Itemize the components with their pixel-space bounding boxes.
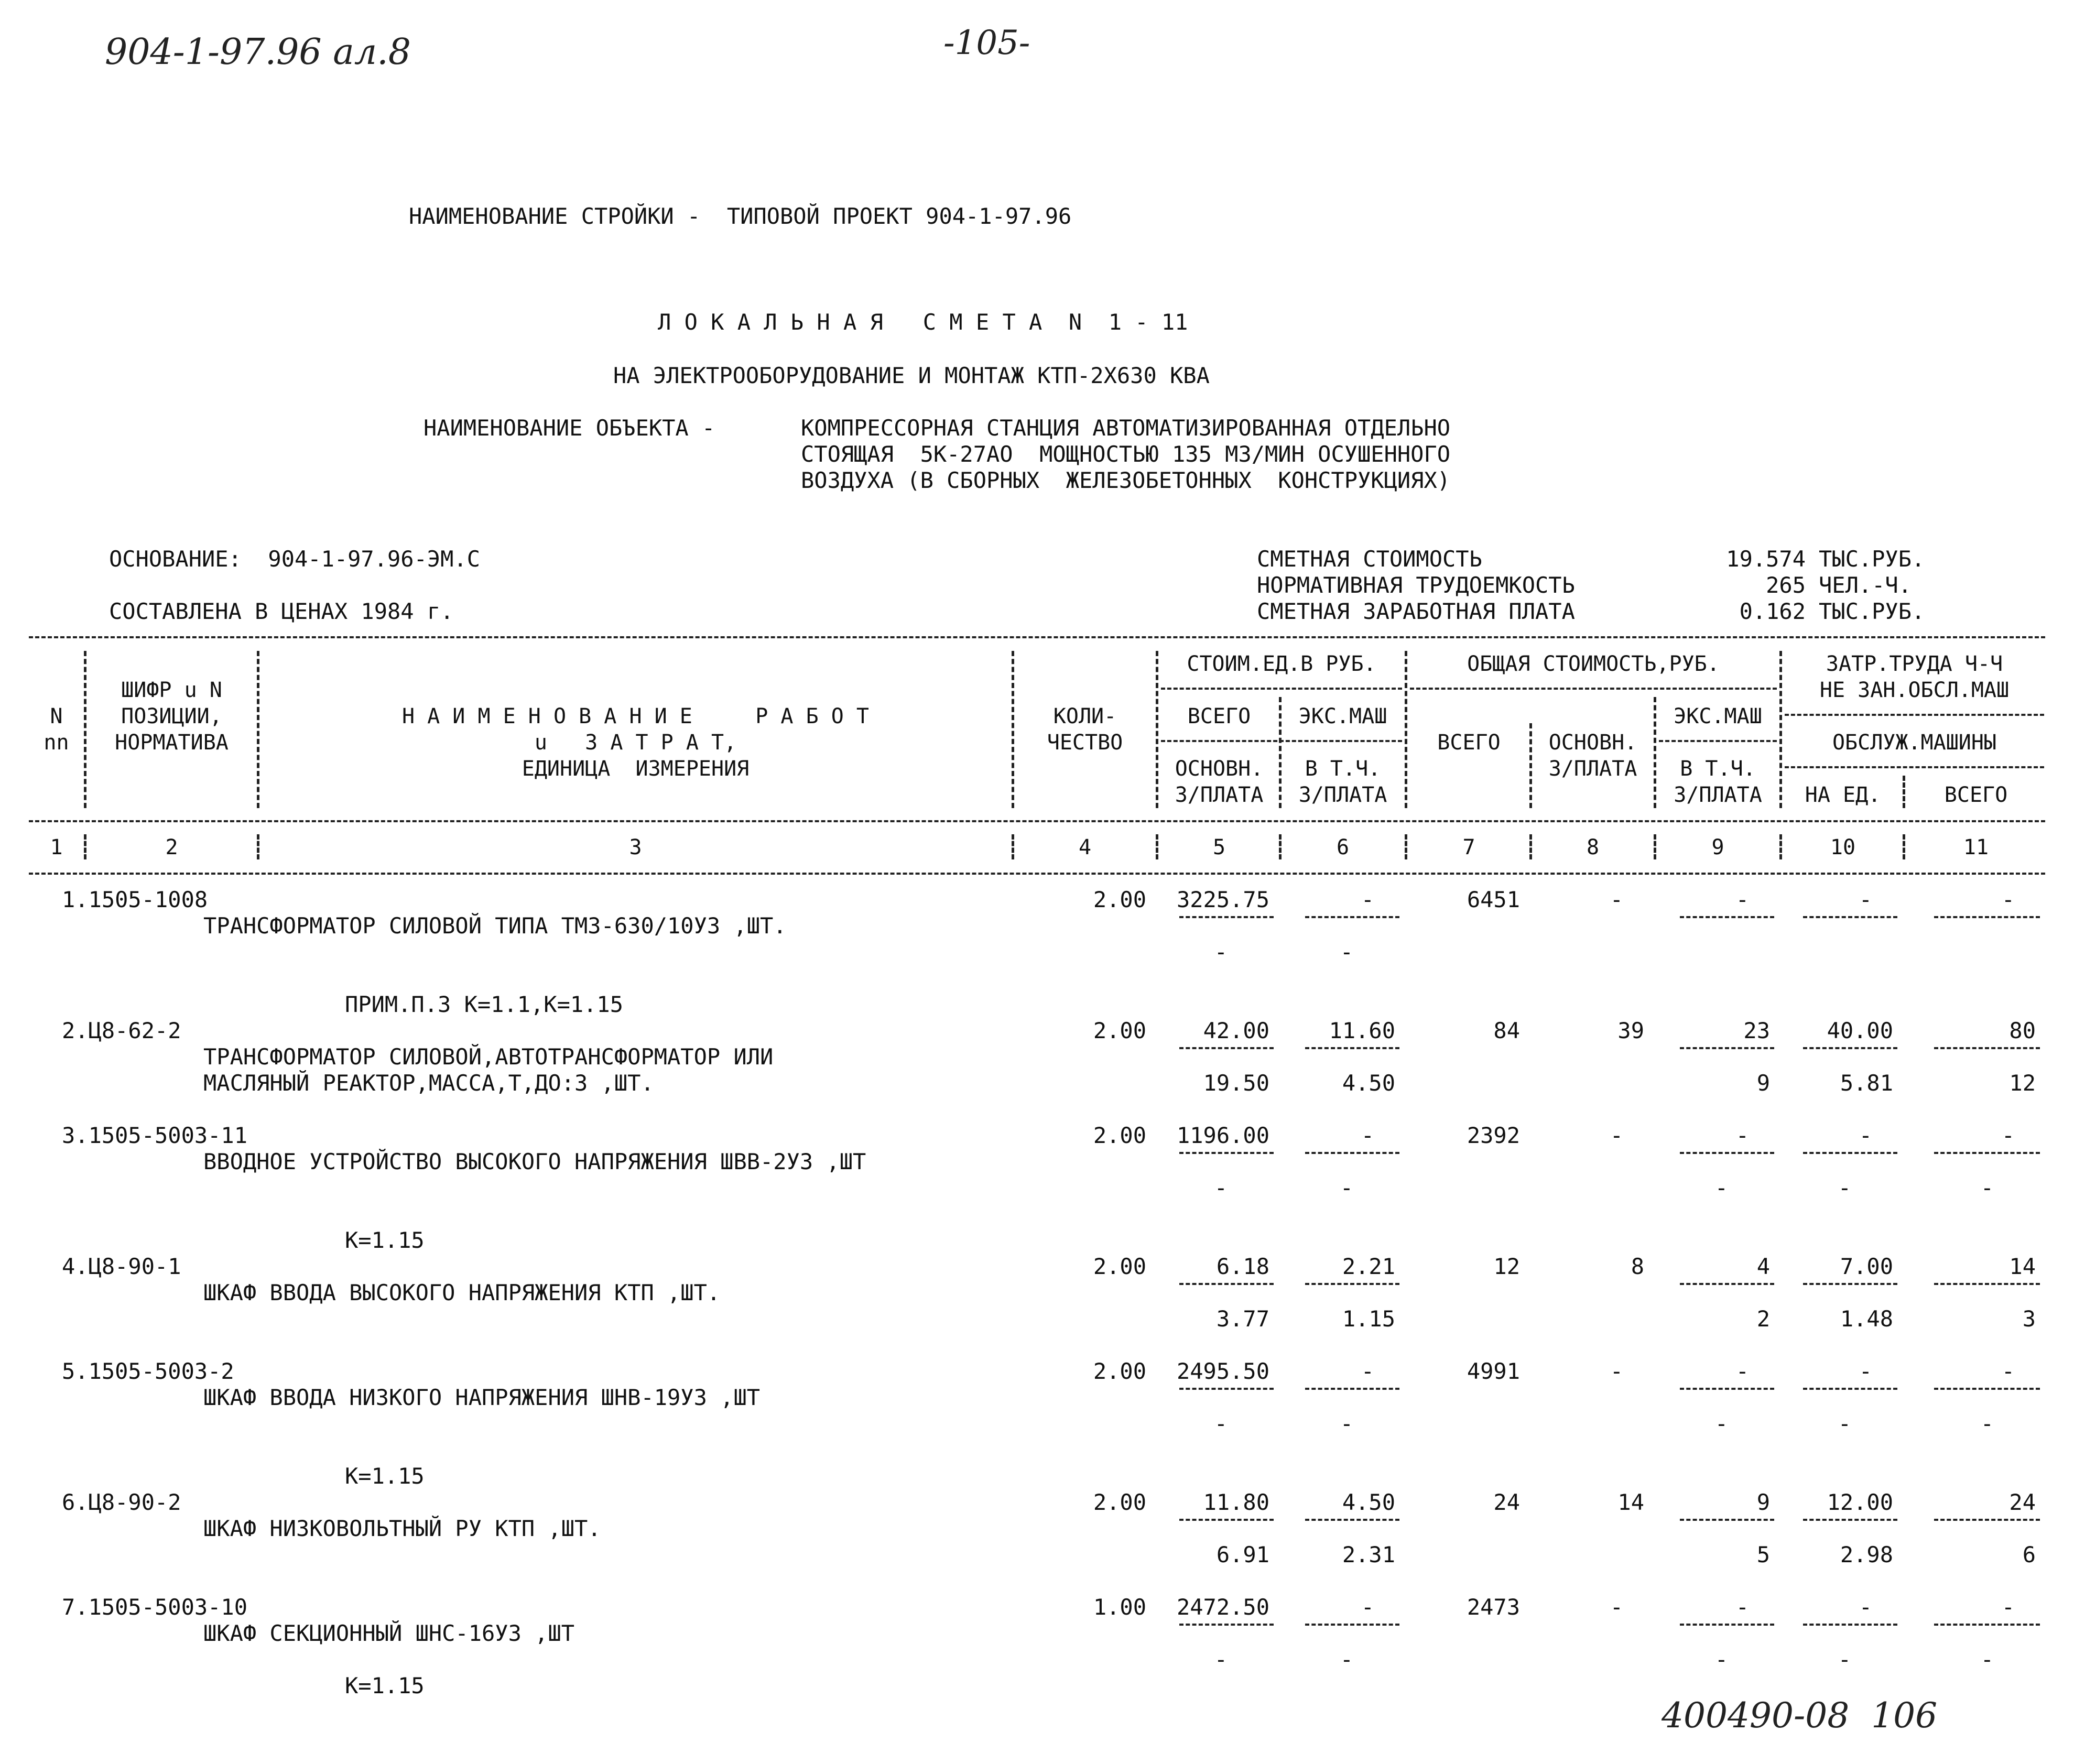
cell-b9: - bbox=[1714, 1411, 1728, 1436]
object-label: НАИМЕНОВАНИЕ ОБЪЕКТА - bbox=[424, 415, 715, 441]
cell-divider-rule bbox=[1803, 1283, 1897, 1285]
cell-qty: 2.00 bbox=[1093, 1489, 1146, 1515]
cell-b6: - bbox=[1340, 1647, 1353, 1672]
col-number: 6 bbox=[1336, 835, 1350, 859]
cell-b11: - bbox=[1980, 1411, 1994, 1436]
cell-b10: - bbox=[1838, 1175, 1851, 1201]
total-wage-label: З/ПЛАТА bbox=[1548, 757, 1637, 781]
cell-c8: - bbox=[1610, 1594, 1623, 1620]
col-n-label: N bbox=[50, 704, 63, 728]
cell-b6: 2.31 bbox=[1342, 1542, 1395, 1567]
unit-wage-label: ОСНОВН. bbox=[1175, 757, 1264, 781]
cell-divider-rule bbox=[1934, 1283, 2040, 1285]
cell-divider-rule bbox=[1803, 1388, 1897, 1390]
cell-c7: 24 bbox=[1493, 1489, 1520, 1515]
cell-c11: 24 bbox=[2009, 1489, 2036, 1515]
total-mach-wage-label: В Т.Ч. bbox=[1680, 757, 1756, 781]
position-code: 6.Ц8-90-2 bbox=[62, 1489, 181, 1515]
cell-c7: 4991 bbox=[1467, 1358, 1520, 1384]
cell-divider-rule bbox=[1680, 916, 1774, 918]
total-mach-label: ЭКС.МАШ bbox=[1674, 704, 1762, 728]
cell-b10: - bbox=[1838, 1411, 1851, 1436]
work-name: ШКАФ НИЗКОВОЛЬТНЫЙ РУ КТП ,ШТ. bbox=[203, 1516, 601, 1541]
cell-c7: 2473 bbox=[1467, 1594, 1520, 1620]
cell-b6: 4.50 bbox=[1342, 1070, 1395, 1096]
col-divider bbox=[1529, 834, 1532, 859]
cell-qty: 2.00 bbox=[1093, 1123, 1146, 1148]
col-divider bbox=[84, 651, 86, 808]
cell-c11: - bbox=[2001, 1594, 2015, 1620]
cell-divider-rule bbox=[1803, 1152, 1897, 1154]
total-mach-wage-label: З/ПЛАТА bbox=[1674, 783, 1762, 807]
cell-c11: - bbox=[2001, 1358, 2015, 1384]
col-name-label: ЕДИНИЦА ИЗМЕРЕНИЯ bbox=[522, 757, 750, 781]
cell-b9: - bbox=[1714, 1175, 1728, 1201]
cell-c8: 8 bbox=[1631, 1254, 1644, 1279]
col-number: 11 bbox=[1963, 835, 1989, 859]
cell-c9: 4 bbox=[1756, 1254, 1770, 1279]
cell-divider-rule bbox=[1680, 1388, 1774, 1390]
cell-b5: - bbox=[1214, 1411, 1228, 1436]
coefficient-note: К=1.15 bbox=[345, 1227, 425, 1253]
col-name-label: u З А Т Р А Т, bbox=[534, 731, 737, 755]
position-code: 3.1505-5003-11 bbox=[62, 1123, 248, 1148]
cell-divider-rule bbox=[1680, 1152, 1774, 1154]
cell-divider-rule bbox=[1179, 1624, 1274, 1626]
document-title: Л О К А Л Ь Н А Я С М Е Т А N 1 - 11 bbox=[658, 309, 1188, 335]
cell-c6: - bbox=[1361, 1123, 1374, 1148]
col-divider bbox=[1279, 697, 1282, 808]
cell-qty: 2.00 bbox=[1093, 1018, 1146, 1043]
cell-c5: 42.00 bbox=[1203, 1018, 1269, 1043]
handwritten-page-number: -105- bbox=[943, 24, 1030, 62]
cell-b11: 3 bbox=[2022, 1306, 2036, 1332]
cell-b6: 1.15 bbox=[1342, 1306, 1395, 1332]
col-divider bbox=[1405, 651, 1407, 808]
summary-label-cost: СМЕТНАЯ СТОИМОСТЬ bbox=[1257, 546, 1482, 572]
col-code-label: ПОЗИЦИИ, bbox=[121, 704, 222, 728]
cell-b5: 6.91 bbox=[1216, 1542, 1269, 1567]
cell-divider-rule bbox=[1179, 1152, 1274, 1154]
col-divider bbox=[1654, 834, 1656, 859]
cell-divider-rule bbox=[1305, 1047, 1399, 1049]
basis: ОСНОВАНИЕ: 904-1-97.96-ЭМ.С bbox=[109, 546, 481, 572]
cell-divider-rule bbox=[1305, 1624, 1399, 1626]
labor-label: НЕ ЗАН.ОБСЛ.МАШ bbox=[1819, 678, 2010, 702]
cell-b5: 19.50 bbox=[1203, 1070, 1269, 1096]
cell-c9: - bbox=[1735, 887, 1749, 912]
col-divider bbox=[1156, 651, 1158, 808]
cell-c8: 14 bbox=[1617, 1489, 1644, 1515]
cell-divider-rule bbox=[1179, 1519, 1274, 1521]
column-numbers-rule bbox=[29, 873, 2045, 875]
col-divider bbox=[1012, 834, 1014, 859]
work-name: ШКАФ СЕКЦИОННЫЙ ШНС-16У3 ,ШТ bbox=[203, 1620, 575, 1646]
summary-value-labor: 265 bbox=[1766, 572, 1806, 598]
cell-c5: 1196.00 bbox=[1176, 1123, 1269, 1148]
cell-c10: - bbox=[1859, 887, 1872, 912]
cell-c10: - bbox=[1859, 1358, 1872, 1384]
col-divider bbox=[1654, 697, 1656, 808]
cell-divider-rule bbox=[1179, 916, 1274, 918]
cell-divider-rule bbox=[1934, 916, 2040, 918]
cell-c11: 14 bbox=[2009, 1254, 2036, 1279]
cell-divider-rule bbox=[1179, 1047, 1274, 1049]
cell-divider-rule bbox=[1803, 1519, 1897, 1521]
cell-c7: 12 bbox=[1493, 1254, 1520, 1279]
summary-unit-labor: ЧЕЛ.-Ч. bbox=[1819, 572, 1912, 598]
cell-divider-rule bbox=[1934, 1152, 2040, 1154]
cell-c10: - bbox=[1859, 1594, 1872, 1620]
labor-per-unit-label: НА ЕД. bbox=[1805, 783, 1881, 807]
cell-c5: 6.18 bbox=[1216, 1254, 1269, 1279]
col-number: 1 bbox=[50, 835, 63, 859]
summary-unit-wage: ТЫС.РУБ. bbox=[1819, 598, 1925, 624]
col-divider bbox=[1405, 834, 1407, 859]
cell-b6: - bbox=[1340, 1411, 1353, 1436]
position-code: 2.Ц8-62-2 bbox=[62, 1018, 181, 1043]
work-name: ШКАФ ВВОДА НИЗКОГО НАПРЯЖЕНИЯ ШНВ-19У3 ,ШТ bbox=[203, 1385, 761, 1410]
cell-divider-rule bbox=[1179, 1283, 1274, 1285]
col-number: 5 bbox=[1212, 835, 1226, 859]
price-level: СОСТАВЛЕНА В ЦЕНАХ 1984 г. bbox=[109, 598, 454, 624]
cell-divider-rule bbox=[1305, 1152, 1399, 1154]
cell-c9: 23 bbox=[1743, 1018, 1770, 1043]
cell-c9: - bbox=[1735, 1594, 1749, 1620]
cell-b5: - bbox=[1214, 1175, 1228, 1201]
trailing-coefficient-note: К=1.15 bbox=[345, 1673, 425, 1698]
col-divider bbox=[257, 834, 259, 859]
header-subrule bbox=[1659, 740, 1777, 742]
header-subrule bbox=[1410, 688, 1777, 690]
summary-unit-cost: ТЫС.РУБ. bbox=[1819, 546, 1925, 572]
table-top-rule bbox=[29, 636, 2045, 638]
unit-cost-label: СТОИМ.ЕД.В РУБ. bbox=[1187, 652, 1376, 676]
col-divider bbox=[1156, 834, 1158, 859]
cell-b6: - bbox=[1340, 939, 1353, 965]
cell-divider-rule bbox=[1305, 916, 1399, 918]
cell-c5: 11.80 bbox=[1203, 1489, 1269, 1515]
cell-divider-rule bbox=[1305, 1283, 1399, 1285]
col-qty-label: КОЛИ- bbox=[1053, 704, 1117, 728]
col-number: 4 bbox=[1078, 835, 1092, 859]
cell-c10: 12.00 bbox=[1827, 1489, 1893, 1515]
cell-b9: 2 bbox=[1756, 1306, 1770, 1332]
cell-divider-rule bbox=[1305, 1388, 1399, 1390]
cell-b10: - bbox=[1838, 1647, 1851, 1672]
cell-c9: - bbox=[1735, 1123, 1749, 1148]
col-divider bbox=[1529, 723, 1532, 808]
col-number: 8 bbox=[1586, 835, 1600, 859]
cell-c9: - bbox=[1735, 1358, 1749, 1384]
cell-c10: 7.00 bbox=[1840, 1254, 1893, 1279]
position-code: 5.1505-5003-2 bbox=[62, 1358, 234, 1384]
cell-divider-rule bbox=[1934, 1047, 2040, 1049]
coefficient-note: К=1.15 bbox=[345, 1463, 425, 1489]
cell-divider-rule bbox=[1179, 1388, 1274, 1390]
cell-c8: - bbox=[1610, 887, 1623, 912]
cell-b9: - bbox=[1714, 1647, 1728, 1672]
col-divider bbox=[1779, 834, 1782, 859]
header-subrule bbox=[1161, 688, 1402, 690]
cell-qty: 2.00 bbox=[1093, 1254, 1146, 1279]
cell-c8: 39 bbox=[1617, 1018, 1644, 1043]
cell-divider-rule bbox=[1305, 1519, 1399, 1521]
cell-c6: - bbox=[1361, 887, 1374, 912]
header-subrule bbox=[1785, 714, 2044, 716]
col-qty-label: ЧЕСТВО bbox=[1047, 731, 1123, 755]
cell-divider-rule bbox=[1680, 1283, 1774, 1285]
cell-b10: 2.98 bbox=[1840, 1542, 1893, 1567]
work-name: ВВОДНОЕ УСТРОЙСТВО ВЫСОКОГО НАПРЯЖЕНИЯ ШВВ-2У3 ,ШТ bbox=[203, 1149, 866, 1174]
col-name-label: Н А И М Е Н О В А Н И Е Р А Б О Т bbox=[401, 704, 870, 728]
cell-divider-rule bbox=[1934, 1388, 2040, 1390]
cell-b9: 9 bbox=[1756, 1070, 1770, 1096]
cell-b11: 12 bbox=[2009, 1070, 2036, 1096]
cell-c7: 84 bbox=[1493, 1018, 1520, 1043]
summary-label-wage: СМЕТНАЯ ЗАРАБОТНАЯ ПЛАТА bbox=[1257, 598, 1575, 624]
unit-mach-wage-label: В Т.Ч. bbox=[1305, 757, 1381, 781]
cell-divider-rule bbox=[1680, 1624, 1774, 1626]
cell-c10: 40.00 bbox=[1827, 1018, 1893, 1043]
cell-c6: - bbox=[1361, 1594, 1374, 1620]
cell-c6: 4.50 bbox=[1342, 1489, 1395, 1515]
col-code-label: НОРМАТИВА bbox=[115, 731, 229, 755]
cell-c10: - bbox=[1859, 1123, 1872, 1148]
cell-c6: 2.21 bbox=[1342, 1254, 1395, 1279]
header-subrule bbox=[1161, 740, 1402, 742]
work-name: ШКАФ ВВОДА ВЫСОКОГО НАПРЯЖЕНИЯ КТП ,ШТ. bbox=[203, 1280, 721, 1305]
position-code: 7.1505-5003-10 bbox=[62, 1594, 248, 1620]
summary-value-cost: 19.574 bbox=[1726, 546, 1806, 572]
header-bottom-rule bbox=[29, 820, 2045, 822]
col-divider bbox=[1903, 834, 1905, 859]
position-code: 1.1505-1008 bbox=[62, 887, 208, 912]
cell-c5: 2472.50 bbox=[1176, 1594, 1269, 1620]
col-divider bbox=[1903, 776, 1905, 808]
cell-divider-rule bbox=[1934, 1624, 2040, 1626]
cell-b11: 6 bbox=[2022, 1542, 2036, 1567]
cell-b11: - bbox=[1980, 1647, 1994, 1672]
col-number: 10 bbox=[1830, 835, 1856, 859]
cell-b9: 5 bbox=[1756, 1542, 1770, 1567]
col-divider bbox=[84, 834, 86, 859]
cell-qty: 1.00 bbox=[1093, 1594, 1146, 1620]
total-all-label: ВСЕГО bbox=[1437, 731, 1501, 755]
handwritten-inventory-number: 400490-08 106 bbox=[1662, 1695, 1938, 1736]
coefficient-note: ПРИМ.П.3 К=1.1,К=1.15 bbox=[345, 992, 624, 1017]
cell-qty: 2.00 bbox=[1093, 887, 1146, 912]
work-name: МАСЛЯНЫЙ РЕАКТОР,МАССА,Т,ДО:3 ,ШТ. bbox=[203, 1070, 654, 1096]
cell-c11: 80 bbox=[2009, 1018, 2036, 1043]
cell-c9: 9 bbox=[1756, 1489, 1770, 1515]
col-number: 9 bbox=[1711, 835, 1724, 859]
object-line-3: ВОЗДУХА (В СБОРНЫХ ЖЕЛЕЗОБЕТОННЫХ КОНСТРУКЦИЯХ) bbox=[801, 467, 1451, 493]
cell-qty: 2.00 bbox=[1093, 1358, 1146, 1384]
summary-value-wage: 0.162 bbox=[1739, 598, 1806, 624]
cell-divider-rule bbox=[1934, 1519, 2040, 1521]
cell-b10: 1.48 bbox=[1840, 1306, 1893, 1332]
unit-total-label: ВСЕГО bbox=[1187, 704, 1251, 728]
labor-mach-label: ОБСЛУЖ.МАШИНЫ bbox=[1832, 731, 1997, 755]
handwritten-archive-code: 904-1-97.96 ал.8 bbox=[105, 31, 411, 73]
cell-c6: 11.60 bbox=[1329, 1018, 1395, 1043]
cell-c7: 6451 bbox=[1467, 887, 1520, 912]
unit-mach-wage-label: З/ПЛАТА bbox=[1298, 783, 1387, 807]
cell-c7: 2392 bbox=[1467, 1123, 1520, 1148]
cell-c5: 2495.50 bbox=[1176, 1358, 1269, 1384]
object-line-1: КОМПРЕССОРНАЯ СТАНЦИЯ АВТОМАТИЗИРОВАННАЯ ОТДЕЛЬНО bbox=[801, 415, 1451, 441]
col-number: 3 bbox=[629, 835, 642, 859]
col-n-label: nn bbox=[44, 731, 69, 755]
cell-divider-rule bbox=[1803, 1047, 1897, 1049]
labor-total-label: ВСЕГО bbox=[1944, 783, 2008, 807]
col-divider bbox=[1012, 651, 1014, 808]
cell-c8: - bbox=[1610, 1123, 1623, 1148]
object-line-2: СТОЯЩАЯ 5К-27АО МОЩНОСТЬЮ 135 М3/МИН ОСУШЕННОГО bbox=[801, 441, 1451, 467]
cell-divider-rule bbox=[1803, 1624, 1897, 1626]
cell-divider-rule bbox=[1680, 1519, 1774, 1521]
cell-divider-rule bbox=[1803, 916, 1897, 918]
col-number: 2 bbox=[165, 835, 178, 859]
col-divider bbox=[257, 651, 259, 808]
cell-c8: - bbox=[1610, 1358, 1623, 1384]
unit-wage-label: З/ПЛАТА bbox=[1175, 783, 1264, 807]
col-code-label: ШИФР u N bbox=[121, 678, 222, 702]
cell-b5: - bbox=[1214, 939, 1228, 965]
col-divider bbox=[1279, 834, 1282, 859]
col-number: 7 bbox=[1462, 835, 1475, 859]
total-wage-label: ОСНОВН. bbox=[1548, 731, 1637, 755]
cell-c5: 3225.75 bbox=[1176, 887, 1269, 912]
cell-b5: - bbox=[1214, 1647, 1228, 1672]
cell-b11: - bbox=[1980, 1175, 1994, 1201]
construction-name: НАИМЕНОВАНИЕ СТРОЙКИ - ТИПОВОЙ ПРОЕКТ 904-1-97.96 bbox=[409, 203, 1072, 229]
cell-c11: - bbox=[2001, 887, 2015, 912]
header-subrule bbox=[1785, 766, 2044, 768]
document-subtitle: НА ЭЛЕКТРООБОРУДОВАНИЕ И МОНТАЖ КТП-2Х630 КВА bbox=[613, 363, 1210, 388]
cell-c11: - bbox=[2001, 1123, 2015, 1148]
summary-label-labor: НОРМАТИВНАЯ ТРУДОЕМКОСТЬ bbox=[1257, 572, 1575, 598]
work-name: ТРАНСФОРМАТОР СИЛОВОЙ ТИПА ТМЗ-630/10У3 ,ШТ. bbox=[203, 913, 787, 939]
cell-b6: - bbox=[1340, 1175, 1353, 1201]
cell-divider-rule bbox=[1680, 1047, 1774, 1049]
col-divider bbox=[1779, 651, 1782, 808]
cell-b5: 3.77 bbox=[1216, 1306, 1269, 1332]
cell-b10: 5.81 bbox=[1840, 1070, 1893, 1096]
total-cost-label: ОБЩАЯ СТОИМОСТЬ,РУБ. bbox=[1467, 652, 1720, 676]
work-name: ТРАНСФОРМАТОР СИЛОВОЙ,АВТОТРАНСФОРМАТОР ИЛИ bbox=[203, 1044, 774, 1070]
cell-c6: - bbox=[1361, 1358, 1374, 1384]
unit-mach-label: ЭКС.МАШ bbox=[1298, 704, 1387, 728]
position-code: 4.Ц8-90-1 bbox=[62, 1254, 181, 1279]
labor-label: ЗАТР.ТРУДА Ч-Ч bbox=[1826, 652, 2003, 676]
